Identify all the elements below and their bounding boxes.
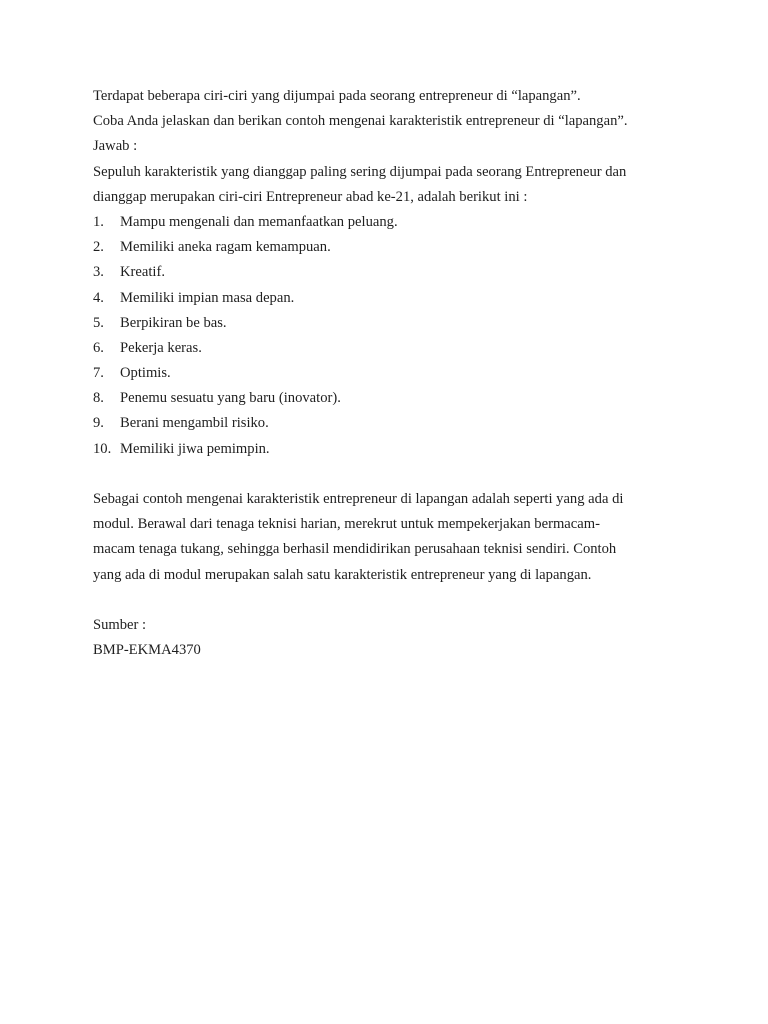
list-item-text: Kreatif. — [120, 264, 165, 281]
list-item — [93, 386, 673, 411]
list-item-number: 3. — [93, 264, 104, 281]
source-value: BMP-EKMA4370 — [93, 642, 201, 659]
list-item-text: Berani mengambil risiko. — [120, 415, 269, 432]
list-item — [93, 361, 673, 386]
list-item-text: Berpikiran be bas. — [120, 314, 227, 331]
example-line-1: Sebagai contoh mengenai karakteristik entrepreneur di lapangan adalah seperti yang ada di — [93, 491, 624, 507]
example-line-3: macam tenaga tukang, sehingga berhasil mendidirikan perusahaan teknisi sendiri. Contoh — [93, 541, 617, 558]
source-label: Sumber : — [93, 616, 147, 633]
list-item-text: Memiliki aneka ragam kemampuan. — [120, 239, 331, 256]
list-item-number: 8. — [93, 390, 104, 407]
list-item-text: Optimis. — [120, 365, 171, 382]
paragraph-spacer — [93, 462, 673, 487]
list-item-text: Penemu sesuatu yang baru (inovator). — [120, 390, 341, 407]
list-item-number: 9. — [93, 415, 104, 432]
list-item-number: 5. — [93, 314, 104, 331]
question-line-2: Coba Anda jelaskan dan berikan contoh mengenai karakteristik entrepreneur di “lapangan”. — [93, 113, 628, 130]
intro-line-1: Sepuluh karakteristik yang dianggap paling sering dijumpai pada seorang Entrepreneur dan — [93, 163, 627, 180]
document-body — [93, 84, 673, 663]
list-item-text: Memiliki jiwa pemimpin. — [120, 440, 270, 457]
intro-line-2: dianggap merupakan ciri-ciri Entrepreneur abad ke-21, adalah berikut ini : — [93, 188, 528, 205]
list-item-text: Pekerja keras. — [120, 339, 202, 356]
list-item-text: Mampu mengenali dan memanfaatkan peluang. — [120, 213, 398, 230]
list-item-number: 10. — [93, 440, 112, 457]
question-line-1: Terdapat beberapa ciri-ciri yang dijumpai pada seorang entrepreneur di “lapangan”. — [93, 88, 581, 104]
list-item — [93, 411, 673, 436]
example-line-4: yang ada di modul merupakan salah satu karakteristik entrepreneur yang di lapangan. — [93, 566, 592, 583]
list-item-number: 1. — [93, 213, 104, 230]
list-item-number: 4. — [93, 289, 104, 306]
list-item — [93, 437, 673, 462]
list-item — [93, 311, 673, 336]
list-item — [93, 336, 673, 361]
list-item-number: 6. — [93, 339, 104, 356]
characteristics-list — [93, 210, 673, 462]
list-item-number: 2. — [93, 239, 104, 256]
paragraph-spacer — [93, 588, 673, 613]
list-item-text: Memiliki impian masa depan. — [120, 289, 295, 306]
list-item — [93, 286, 673, 311]
list-item-number: 7. — [93, 365, 104, 382]
example-line-2: modul. Berawal dari tenaga teknisi harian, merekrut untuk mempekerjakan bermacam- — [93, 516, 600, 533]
answer-label: Jawab : — [93, 138, 138, 155]
list-item — [93, 260, 673, 285]
list-item — [93, 210, 673, 235]
list-item — [93, 235, 673, 260]
